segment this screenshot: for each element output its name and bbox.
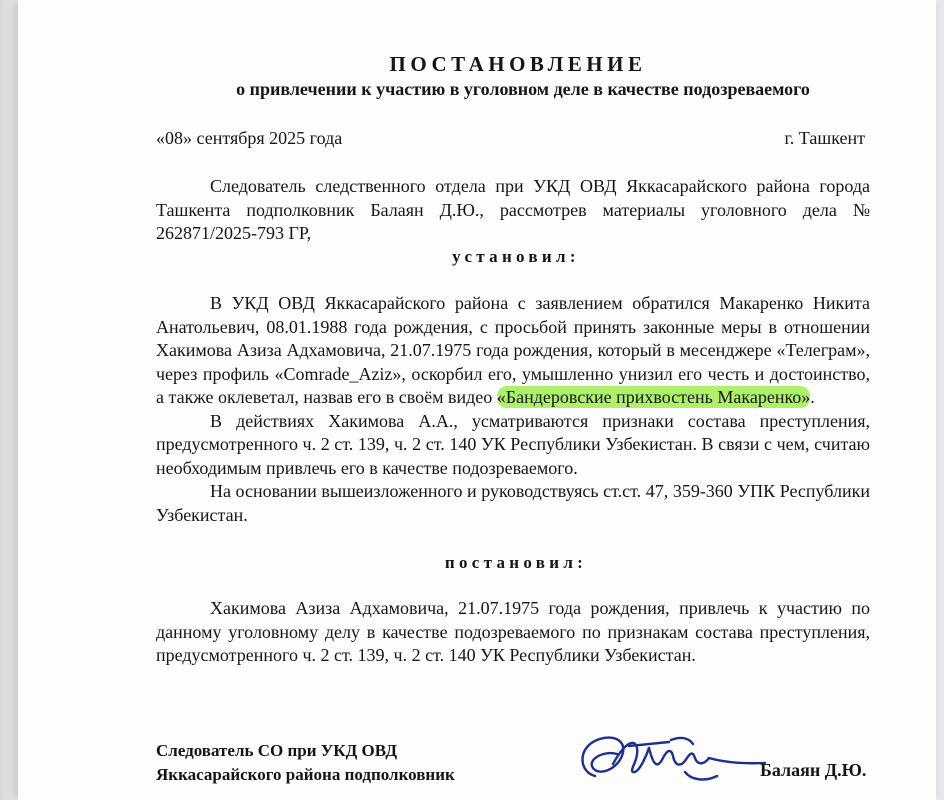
established-paragraph-3: На основании вышеизложенного и руководствуясь ст.ст. 47, 359-360 УПК Республики Узбекистан.: [156, 481, 870, 525]
handwritten-signature: [573, 728, 773, 790]
established-paragraph-1: [156, 292, 870, 410]
signatory-name: Балаян Д.Ю.: [760, 760, 867, 780]
resolved-paragraph: Хакимова Азиза Адхамовича, 21.07.1975 года рождения, привлечь к участию по данному уголовному делу в качестве подозреваемого по признакам состава преступления, предусмотренного ч. 2 ст. 139, ч. 2 ст. 140 УК Республики Узбекистан.: [156, 598, 870, 665]
signatory-line-1: Следователь СО при УКД ОВД: [156, 741, 398, 760]
established-paragraph-2: В действиях Хакимова А.А., усматриваются признаки состава преступления, предусмотренного ч. 2 ст. 139, ч. 2 ст. 140 УК Республики Узбекистан. В связи с чем, считаю необходимым привлечь его в качестве подозреваемого.: [156, 410, 870, 478]
established-heading: установил:: [452, 247, 580, 266]
document-title: ПОСТАНОВЛЕНИЕ: [389, 52, 647, 76]
established-section: [156, 292, 870, 527]
intro-section: [156, 175, 870, 246]
highlighted-quote: «Бандеровские прихвостень Макаренко»: [496, 387, 811, 407]
document-date: «08» сентября 2025 года: [156, 128, 343, 148]
intro-paragraph: Следователь следственного отдела при УКД ОВД Яккасарайского района города Ташкента подполковник Балаян Д.Ю., рассмотрев материалы уголовного дела № 262871/2025-793 ГР,: [156, 176, 870, 243]
established-text-before: В УКД ОВД Яккасарайского района с заявлением обратился Макаренко Никита Анатольевич, 08.01.1988 года рождения, с просьбой принять законные меры в отношении Хакимова Азиза Адхамовича, 21.07.1975 года рождения, который в месенджере «Телеграм», через профиль «Comrade_Aziz», оскорбил его, умышленно унизил его честь и достоинство, а также оклеветал, назвав его в своём видео: [156, 293, 870, 407]
established-text-after: .: [810, 387, 815, 407]
document-subtitle: о привлечении к участию в уголовном деле в качестве подозреваемого: [236, 79, 810, 99]
document-city: г. Ташкент: [784, 128, 865, 148]
resolved-section: [156, 597, 870, 668]
document-page: [18, 0, 936, 800]
page-shadow-edge: [0, 0, 18, 800]
signatory-title: [156, 739, 455, 787]
resolved-heading: постановил:: [444, 553, 588, 572]
signatory-line-2: Яккасарайского района подполковник: [156, 765, 455, 784]
